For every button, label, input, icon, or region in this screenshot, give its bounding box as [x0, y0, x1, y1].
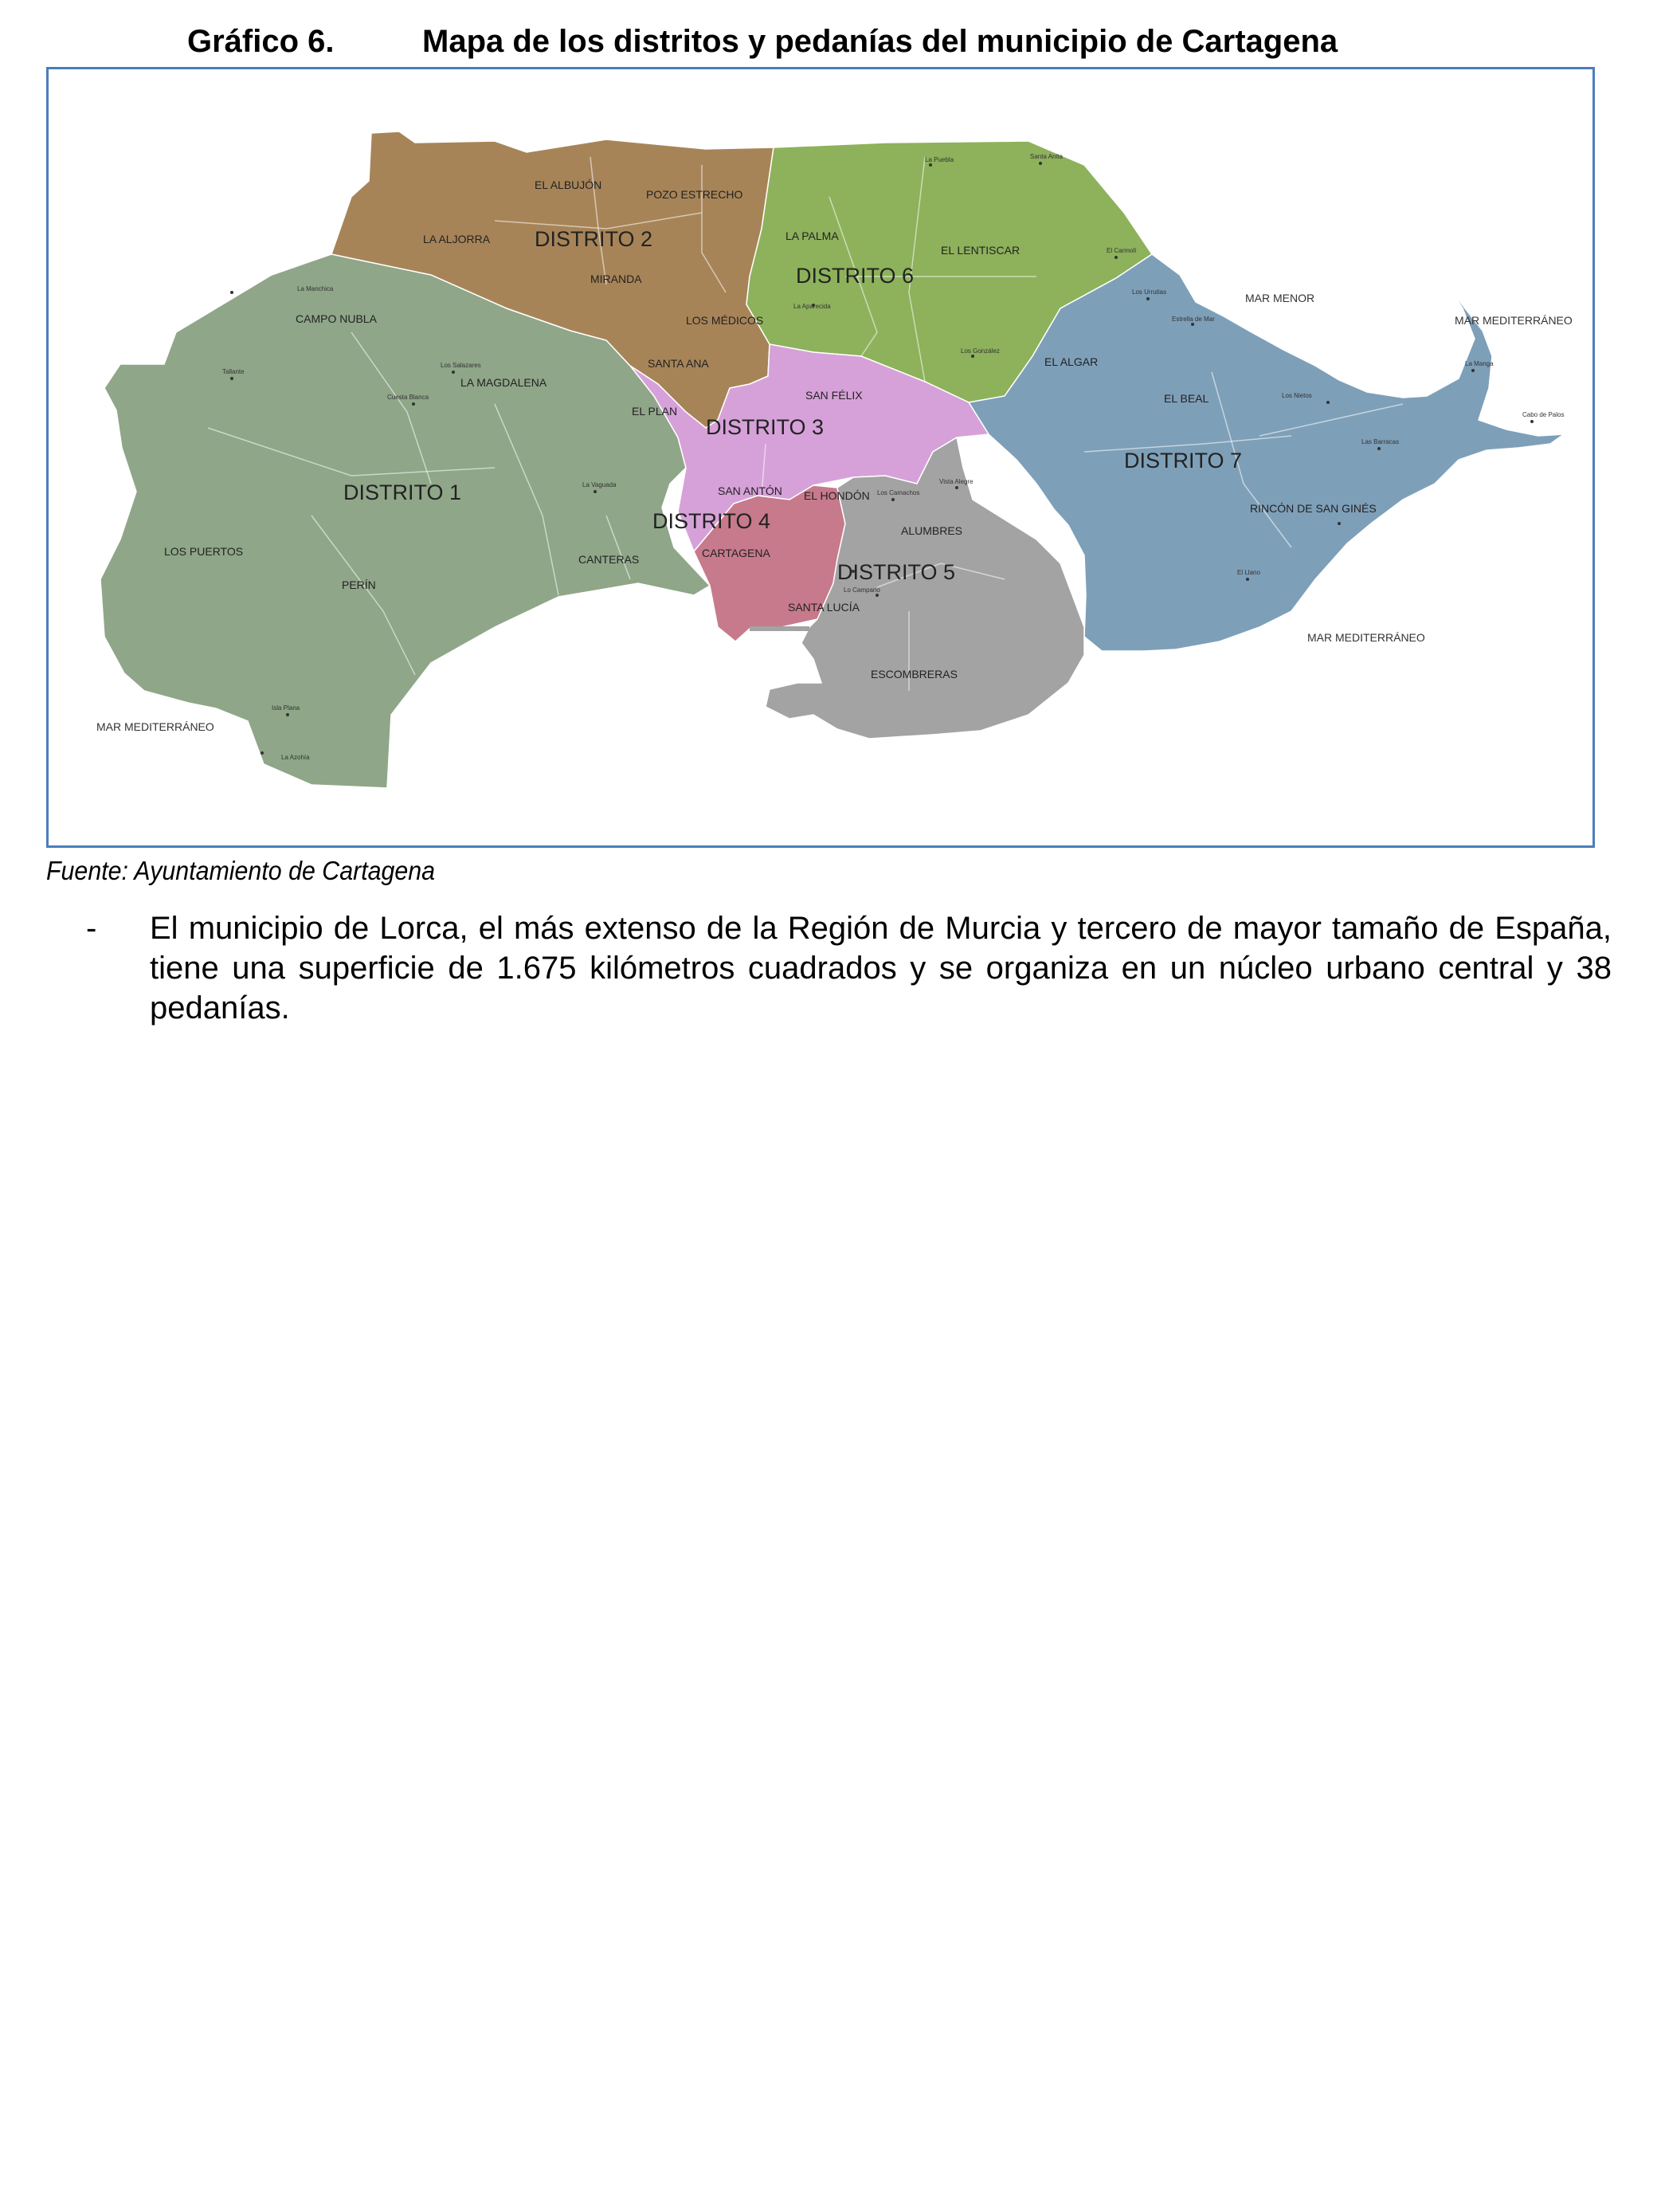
locality-tallante: Tallante	[222, 368, 245, 375]
pedania-la-aljorra: LA ALJORRA	[423, 233, 491, 245]
locality-las-barracas: Las Barracas	[1361, 438, 1400, 445]
locality-la-manchica: La Manchica	[297, 285, 334, 292]
pedania-la-magdalena: LA MAGDALENA	[460, 376, 547, 389]
locality-la-vaguada: La Vaguada	[582, 481, 617, 488]
locality-vista-alegre: Vista Alegre	[939, 478, 973, 485]
locality-el-carmoli: El Carmolí	[1107, 247, 1137, 254]
pedania-el-lentiscar: EL LENTISCAR	[941, 244, 1020, 257]
pedania-pozo-estrecho: POZO ESTRECHO	[646, 188, 743, 201]
locality-los-salazares: Los Salazares	[441, 362, 481, 369]
pedania-la-palma: LA PALMA	[785, 229, 839, 242]
map-frame	[46, 67, 1595, 848]
figure-title	[0, 24, 1661, 69]
district-4-label: DISTRITO 4	[652, 509, 771, 533]
figure-caption: Mapa de los distritos y pedanías del municipio de Cartagena	[422, 24, 1338, 59]
district-1-label: DISTRITO 1	[343, 480, 462, 504]
pedania-escombreras: ESCOMBRERAS	[871, 668, 958, 680]
district-2-label: DISTRITO 2	[535, 227, 653, 251]
pedania-santa-ana: SANTA ANA	[648, 357, 709, 370]
district-3-label: DISTRITO 3	[706, 415, 825, 439]
pedania-perin: PERÍN	[342, 578, 376, 591]
district-5-label: DISTRITO 5	[837, 560, 956, 584]
pedania-rincon-san-gines: RINCÓN DE SAN GINÉS	[1250, 502, 1377, 515]
locality-santa-anita: Santa Anita	[1030, 153, 1063, 160]
locality-cabo-de-palos: Cabo de Palos	[1522, 411, 1565, 418]
locality-los-gonzalez: Los González	[961, 347, 1000, 355]
pedania-el-albujon: EL ALBUJÓN	[535, 178, 602, 191]
district-map	[49, 69, 1592, 845]
pedania-los-medicos: LOS MÉDICOS	[686, 314, 764, 327]
sea-mar-menor: MAR MENOR	[1245, 292, 1315, 304]
pedania-el-algar: EL ALGAR	[1044, 355, 1099, 368]
figure-source: Fuente: Ayuntamiento de Cartagena	[46, 856, 436, 885]
locality-la-azohia: La Azohía	[281, 754, 310, 761]
pedania-miranda: MIRANDA	[590, 273, 642, 285]
sea-mar-mediterraneo-ne: MAR MEDITERRÁNEO	[1455, 314, 1573, 327]
pedania-canteras: CANTERAS	[578, 553, 640, 566]
pedania-los-puertos: LOS PUERTOS	[164, 545, 244, 558]
locality-cuesta-blanca: Cuesta Blanca	[387, 394, 429, 401]
pedania-el-hondon: EL HONDÓN	[804, 489, 870, 502]
pedania-santa-lucia: SANTA LUCÍA	[788, 601, 860, 614]
pedania-campo-nubla: CAMPO NUBLA	[296, 312, 377, 325]
locality-los-nietos: Los Nietos	[1282, 392, 1312, 399]
figure-label: Gráfico 6.	[187, 24, 335, 59]
locality-los-urrutias: Los Urrutias	[1132, 288, 1167, 296]
locality-el-llano: El Llano	[1237, 569, 1260, 576]
locality-los-camachos: Los Camachos	[877, 489, 920, 496]
locality-lo-campano: Lo Campano	[844, 586, 880, 594]
locality-isla-plana: Isla Plana	[272, 704, 300, 712]
district-6-label: DISTRITO 6	[796, 264, 915, 288]
bullet-text: El municipio de Lorca, el más extenso de la Región de Murcia y tercero de mayor tamaño de España, tiene una superficie de 1.675 kilómetros cuadrados y se organiza en un núcleo urbano central y 38 pedanías.	[150, 911, 1612, 1026]
locality-estrella-de-mar: Estrella de Mar	[1172, 316, 1215, 323]
bullet-marker: -	[86, 911, 97, 946]
sea-mar-mediterraneo-sw: MAR MEDITERRÁNEO	[96, 720, 214, 733]
pedania-san-felix: SAN FÉLIX	[805, 389, 863, 402]
pedania-san-anton: SAN ANTÓN	[718, 484, 782, 497]
pedania-cartagena: CARTAGENA	[702, 547, 770, 559]
pedania-el-beal: EL BEAL	[1164, 392, 1209, 405]
sea-mar-mediterraneo-se: MAR MEDITERRÁNEO	[1307, 631, 1425, 644]
locality-la-puebla: La Puebla	[925, 156, 954, 163]
locality-la-manga: La Manga	[1465, 360, 1494, 367]
pedania-alumbres: ALUMBRES	[901, 524, 963, 537]
district-7-label: DISTRITO 7	[1124, 449, 1243, 473]
pedania-el-plan: EL PLAN	[632, 405, 678, 418]
locality-la-aparecida: La Aparecida	[793, 303, 831, 310]
